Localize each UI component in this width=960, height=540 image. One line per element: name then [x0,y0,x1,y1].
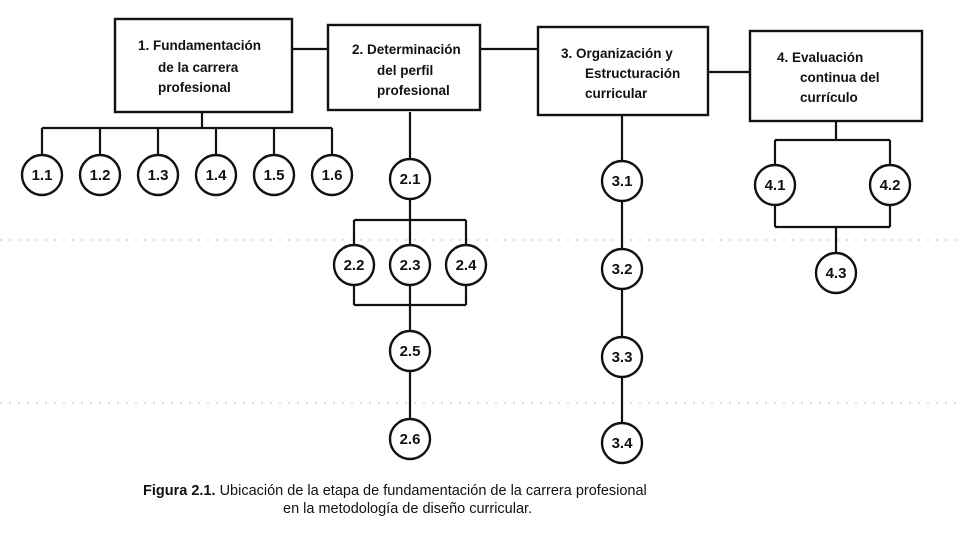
caption-line-1: Ubicación de la etapa de fundamentación de la carrera profesional [219,483,647,499]
node-label: 3.3 [611,349,633,366]
node-label: 3.1 [611,173,633,190]
node-label: 4.3 [825,265,847,282]
caption-line-2: en la metodología de diseño curricular. [283,501,533,517]
node-4-2 [870,165,910,205]
node-label: 1.3 [147,167,169,184]
stage-1-line-3: profesional [158,80,231,95]
figure-caption [143,482,843,518]
stage-1-line-2: de la carrera [158,60,239,75]
stage-1-line-1: 1. Fundamentación [138,38,262,53]
stage-box-1 [115,19,292,112]
node-2-1 [390,159,430,199]
node-label: 2.3 [399,257,421,274]
stage-3-line-1: 3. Organización y [561,46,673,61]
node-1-4 [196,155,236,195]
node-4-1 [755,165,795,205]
node-3-3 [602,337,642,377]
stage-4-line-1: 4. Evaluación [777,50,864,65]
node-1-1 [22,155,62,195]
node-2-3 [390,245,430,285]
stage-box-3 [538,27,708,115]
node-label: 3.4 [611,435,633,452]
node-label: 2.4 [455,257,477,274]
node-label: 1.4 [205,167,227,184]
stage-4-line-2: continua del [800,70,880,85]
node-3-2 [602,249,642,289]
stage-2-line-3: profesional [377,83,450,98]
stage-4-line-3: currículo [800,90,858,105]
node-label: 1.2 [89,167,111,184]
stage-box-2 [328,25,480,110]
node-2-4 [446,245,486,285]
stage-3-line-3: curricular [585,86,648,101]
stage-3-line-2: Estructuración [585,66,681,81]
node-label: 2.1 [399,171,421,188]
node-2-6 [390,419,430,459]
node-1-5 [254,155,294,195]
node-3-1 [602,161,642,201]
node-2-2 [334,245,374,285]
node-label: 2.2 [343,257,365,274]
node-label: 3.2 [611,261,633,278]
node-label: 1.1 [31,167,53,184]
node-3-4 [602,423,642,463]
node-label: 4.2 [879,177,901,194]
node-1-6 [312,155,352,195]
node-label: 2.5 [399,343,421,360]
stage-2-line-1: 2. Determinación [352,42,461,57]
node-label: 2.6 [399,431,421,448]
stage-2-line-2: del perfil [377,63,434,78]
node-2-5 [390,331,430,371]
node-label: 4.1 [764,177,786,194]
stage-box-4 [750,31,922,121]
node-label: 1.5 [263,167,285,184]
node-1-3 [138,155,178,195]
node-label: 1.6 [321,167,343,184]
node-1-2 [80,155,120,195]
node-4-3 [816,253,856,293]
caption-tag: Figura 2.1. [143,483,216,499]
